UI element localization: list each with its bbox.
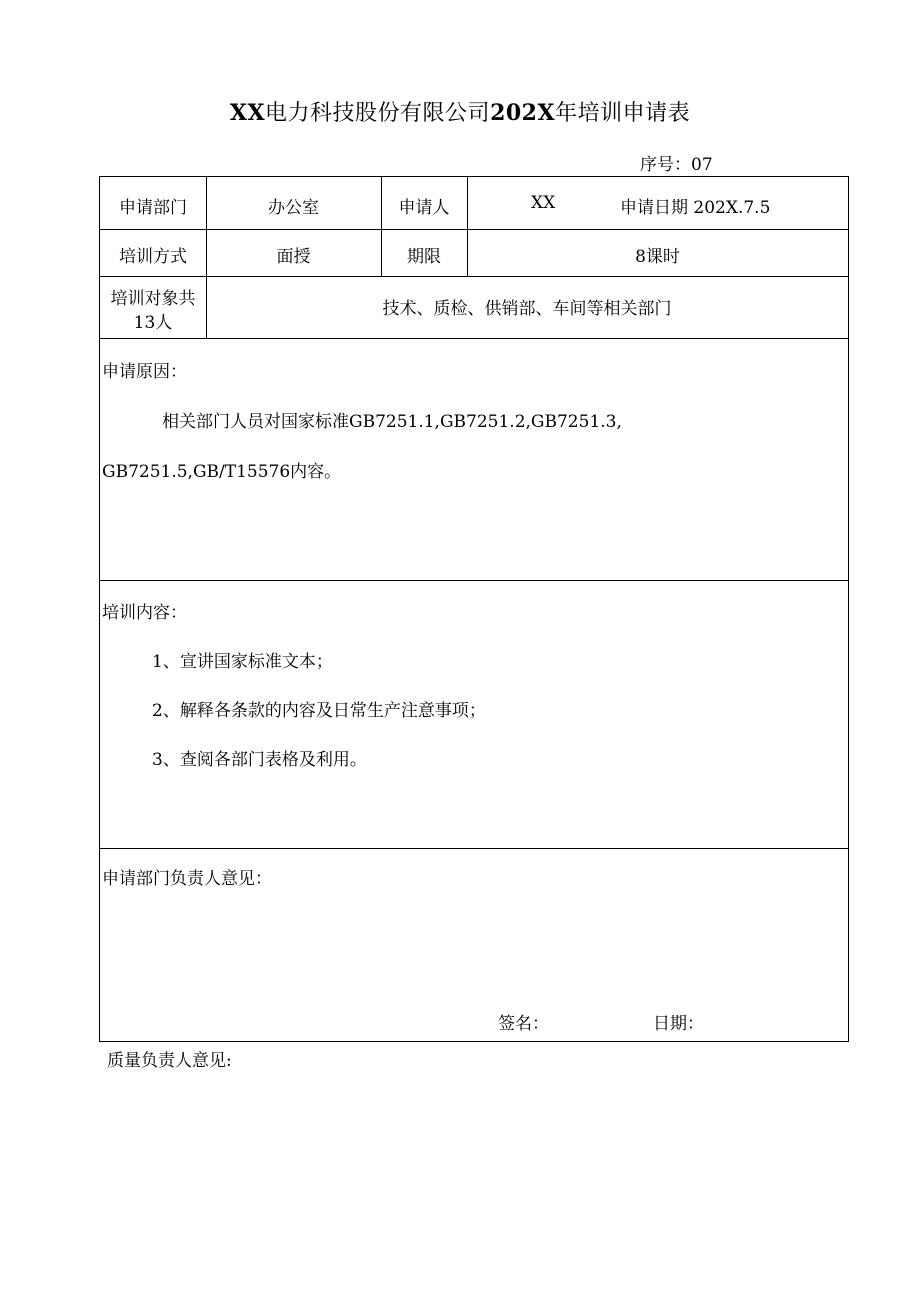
row-divider <box>100 338 848 339</box>
row-divider <box>100 229 848 230</box>
page-title <box>0 96 920 127</box>
content-item-1: 1、宣讲国家标准文本； <box>152 652 333 672</box>
target-label-line2: 13人 <box>133 313 173 333</box>
title-suffix: 年培训申请表 <box>555 101 691 126</box>
reason-label: 申请原因： <box>102 362 187 382</box>
target-label-line1: 培训对象共 <box>110 289 196 309</box>
method-value: 面授 <box>276 247 311 267</box>
applicant-label: 申请人 <box>398 198 450 218</box>
application-form-table <box>99 176 849 1042</box>
content-item-3: 3、查阅各部门表格及利用。 <box>152 750 367 770</box>
applicant-value: XX <box>531 193 556 213</box>
title-prefix: XX <box>229 100 266 126</box>
reason-line2: GB7251.5,GB/T15576内容。 <box>102 462 342 482</box>
content-label: 培训内容： <box>102 603 187 623</box>
content-item-2: 2、解释各条款的内容及日常生产注意事项； <box>152 701 486 721</box>
target-value: 技术、质检、供销部、车间等相关部门 <box>382 299 672 319</box>
apply-date <box>620 193 770 218</box>
row-divider <box>100 580 848 581</box>
apply-date-label: 申请日期 <box>620 198 688 218</box>
period-value: 8课时 <box>635 247 680 267</box>
reason-line1: 相关部门人员对国家标准GB7251.1,GB7251.2,GB7251.3, <box>162 412 622 432</box>
opinion-label: 申请部门负责人意见： <box>102 869 272 889</box>
title-company: 电力科技股份有限公司 <box>265 101 491 126</box>
row-divider <box>100 848 848 849</box>
apply-date-value: 202X.7.5 <box>693 198 771 218</box>
period-label: 期限 <box>407 247 441 267</box>
row-divider <box>100 276 848 277</box>
serial-value: 07 <box>691 155 713 175</box>
target-label <box>100 287 206 335</box>
method-label: 培训方式 <box>119 247 187 267</box>
quality-opinion-label: 质量负责人意见: <box>107 1051 232 1071</box>
dept-label: 申请部门 <box>119 198 187 218</box>
opinion-date-label: 日期： <box>653 1014 704 1034</box>
title-year: 202X <box>490 100 556 126</box>
serial-number <box>640 150 713 175</box>
dept-value: 办公室 <box>268 198 319 218</box>
serial-label: 序号： <box>640 155 691 175</box>
sign-label: 签名： <box>498 1014 549 1034</box>
